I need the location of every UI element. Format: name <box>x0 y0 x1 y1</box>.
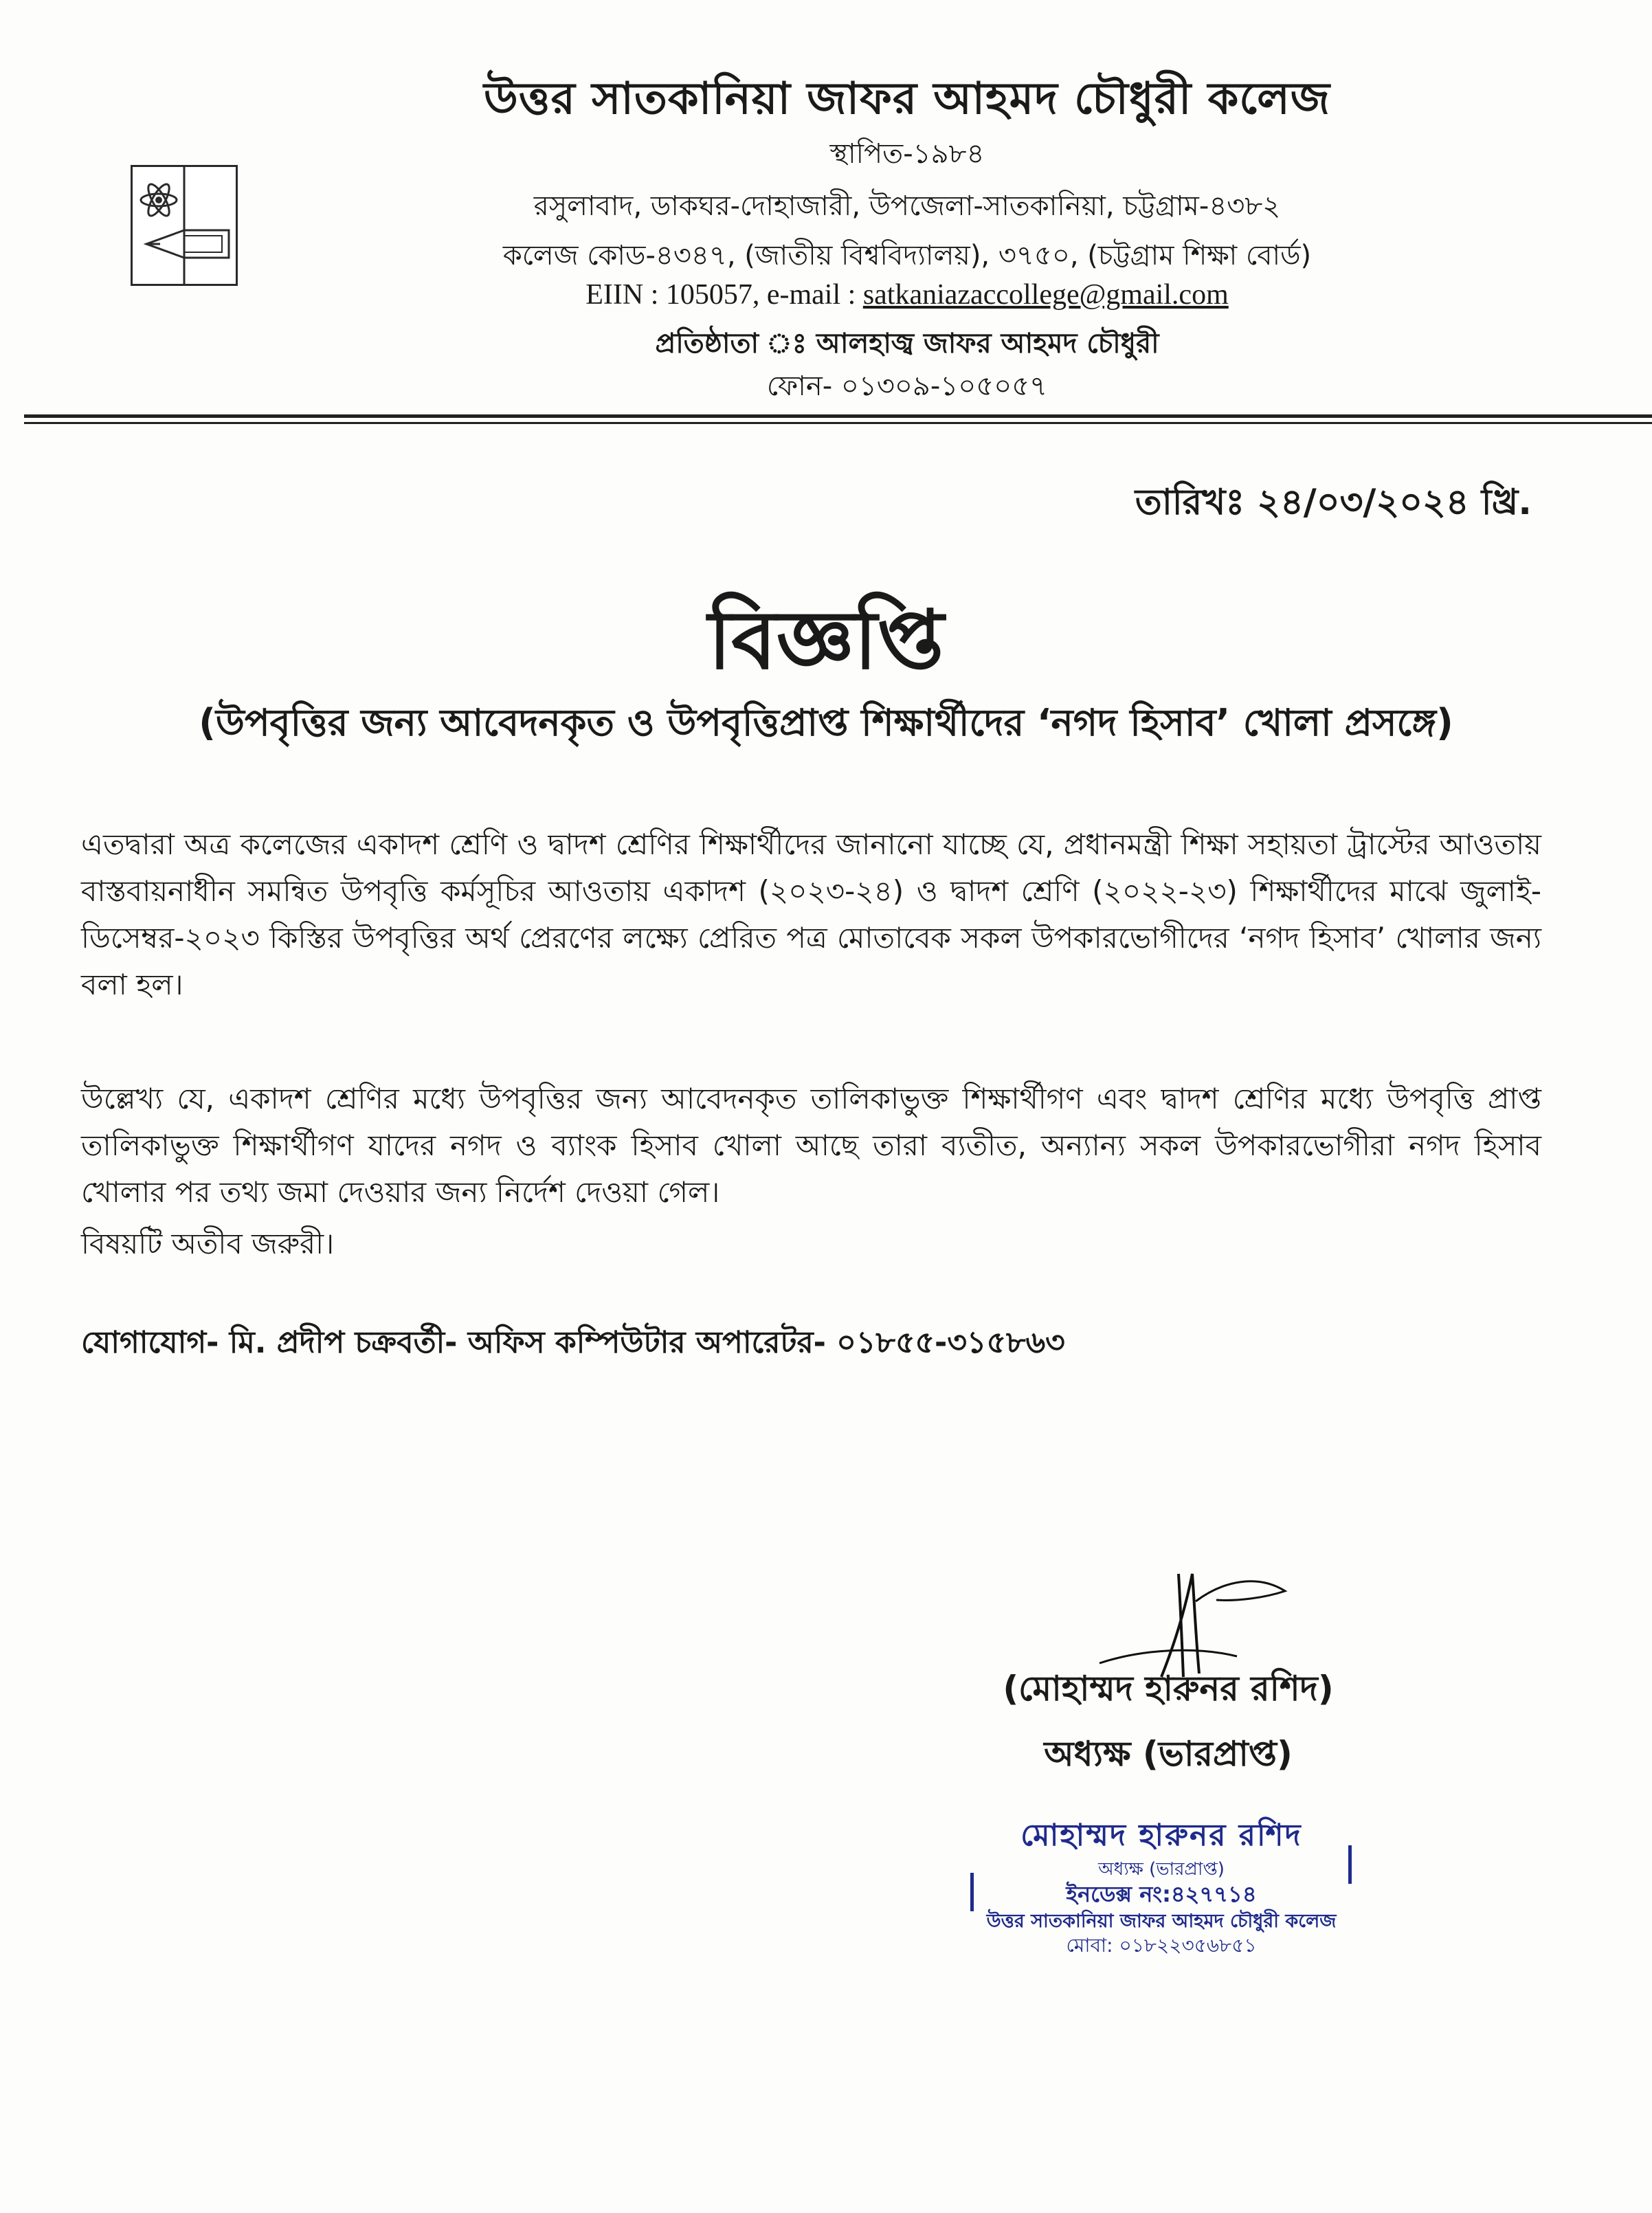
established-year: স্থাপিত-১৯৮৪ <box>829 138 985 170</box>
college-name: উত্তর সাতকানিয়া জাফর আহমদ চৌধুরী কলেজ <box>483 74 1331 124</box>
phone-line: ফোন- ০১৩০৯-১০৫০৫৭ <box>766 370 1048 402</box>
body-paragraph-1: এতদ্বারা অত্র কলেজের একাদশ শ্রেণি ও দ্বাদশ শ্রেণির শিক্ষার্থীদের জানানো যাচ্ছে যে, প্রধানমন্ত্রী শিক্ষা সহায়তা ট্রাস্টের আওতায় বাস্তবায়নাধীন সমন্বিত উপবৃত্তি কর্মসূচির আওতায় একাদশ (২০২৩-২৪) ও দ্বাদশ শ্রেণি (২০২২-২৩) শিক্ষার্থীদের মাঝে জুলাই-ডিসেম্বর-২০২৩ কিস্তির উপবৃত্তির অর্থ প্রেরণের লক্ষ্যে প্রেরিত পত্র মোতাবেক সকল উপকারভোগীদের ‘নগদ হিসাব’ খোলার জন্য বলা হল। <box>81 827 1541 1001</box>
signatory-title: অধ্যক্ষ (ভারপ্রাপ্ত) <box>1044 1734 1293 1774</box>
notice-title: বিজ্ঞপ্তি <box>708 592 944 687</box>
notice-subtitle: (উপবৃত্তির জন্য আবেদনকৃত ও উপবৃত্তিপ্রাপ্ত শিক্ষার্থীদের ‘নগদ হিসাব’ খোলা প্রসঙ্গে) <box>199 701 1453 744</box>
contact-line: যোগাযোগ- মি. প্রদীপ চক্রবর্তী- অফিস কম্পিউটার অপারেটর- ০১৮৫৫-৩১৫৮৬৩ <box>81 1325 1065 1360</box>
college-logo <box>131 165 238 286</box>
official-stamp <box>969 1804 1354 1955</box>
college-address: রসুলাবাদ, ডাকঘর-দোহাজারী, উপজেলা-সাতকানিয়া, চট্টগ্রাম-৪৩৮২ <box>533 190 1281 222</box>
college-code: কলেজ কোড-৪৩৪৭, (জাতীয় বিশ্ববিদ্যালয়), ৩৭৫০, (চট্টগ্রাম শিক্ষা বোর্ড) <box>502 240 1312 271</box>
eiin-email-line <box>385 278 1429 311</box>
stamp-college: উত্তর সাতকানিয়া জাফর আহমদ চৌধুরী কলেজ <box>986 1911 1337 1932</box>
stamp-mobile: মোবা: ০১৮২২৩৫৬৮৫১ <box>1066 1934 1257 1957</box>
eiin-text: EIIN : 105057, e-mail : <box>585 279 863 311</box>
header-divider-thick <box>24 414 1652 418</box>
college-emblem-icon <box>133 167 236 284</box>
stamp-name: মোহাম্মদ হারুনর রশিদ <box>1020 1818 1302 1853</box>
header-divider-thin <box>24 422 1652 424</box>
urgent-note: বিষয়টি অতীব জরুরী। <box>81 1227 335 1260</box>
email-link[interactable]: satkaniazaccollege@gmail.com <box>862 279 1229 311</box>
notice-date: তারিখঃ ২৪/০৩/২০২৪ খ্রি. <box>1135 482 1532 523</box>
stamp-index: ইনডেক্স নং:৪২৭৭১৪ <box>1066 1881 1257 1907</box>
stamp-title: অধ্যক্ষ (ভারপ্রাপ্ত) <box>1098 1859 1225 1880</box>
signatory-name: (মোহাম্মদ হারুনর রশিদ) <box>1003 1669 1334 1709</box>
body-paragraph-2: উল্লেখ্য যে, একাদশ শ্রেণির মধ্যে উপবৃত্তির জন্য আবেদনকৃত তালিকাভুক্ত শিক্ষার্থীগণ এবং দ্বাদশ শ্রেণির মধ্যে উপবৃত্তি প্রাপ্ত তালিকাভুক্ত শিক্ষার্থীগণ যাদের নগদ ও ব্যাংক হিসাব খোলা আছে তারা ব্যতীত, অন্যান্য সকল উপকারভোগীরা নগদ হিসাব খোলার পর তথ্য জমা দেওয়ার জন্য নির্দেশ দেওয়া গেল। <box>81 1082 1541 1209</box>
founder-line: প্রতিষ্ঠাতা ঃ আলহাজ্ব জাফর আহমদ চৌধুরী <box>655 328 1159 359</box>
